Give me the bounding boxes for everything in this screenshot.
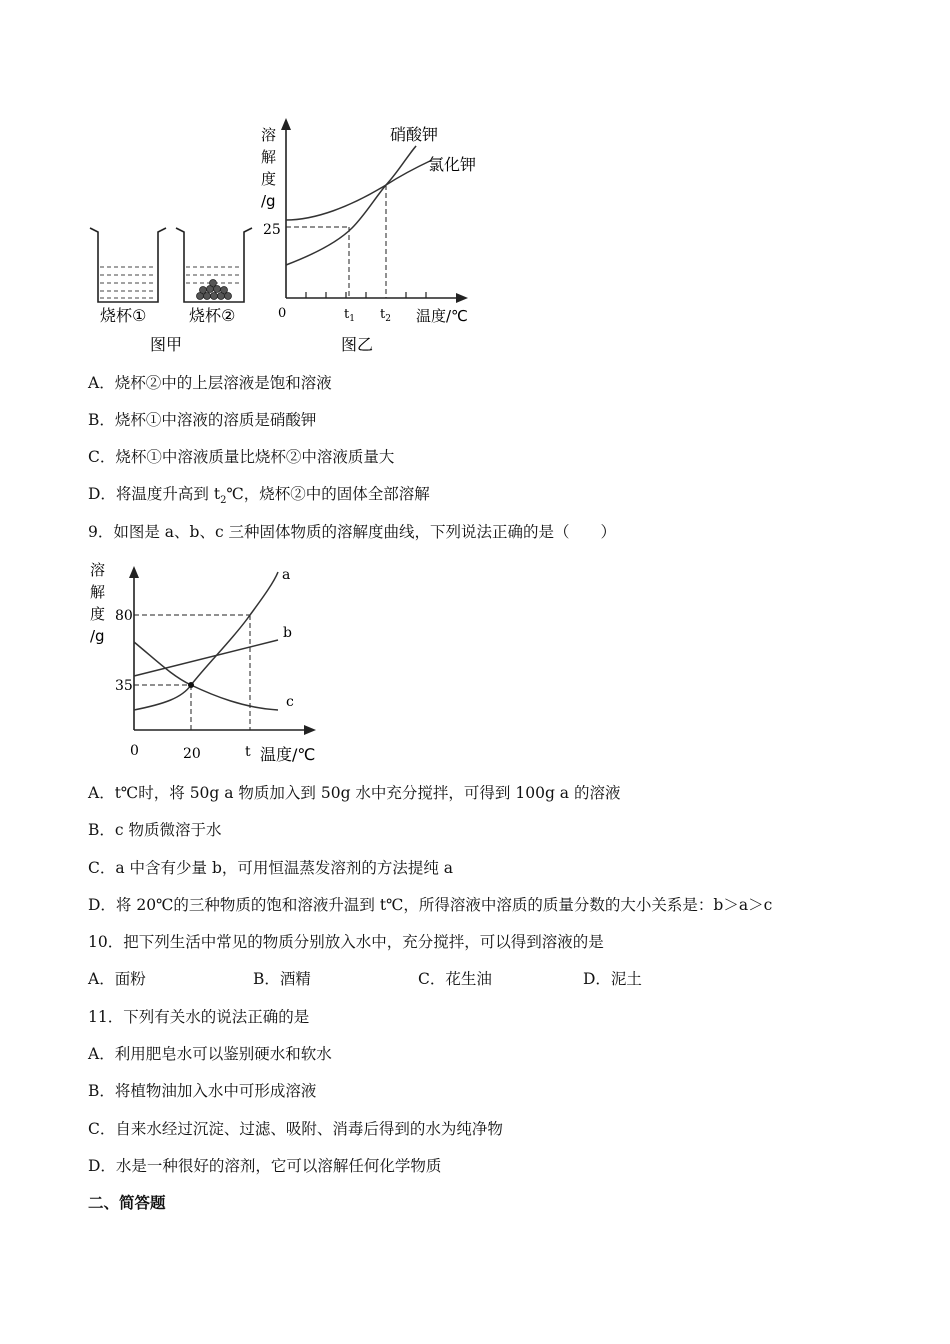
curve-kcl-label: 氯化钾: [428, 155, 477, 174]
beaker-1-liquid: [100, 267, 156, 298]
figure1-svg: [80, 112, 500, 362]
q8-option-a: A．烧杯②中的上层溶液是饱和溶液: [88, 374, 332, 392]
curve-kno3: [286, 146, 416, 265]
graph1-y-label-4: /g: [261, 192, 276, 210]
q8-option-d-suffix: ℃，烧杯②中的固体全部溶解: [226, 485, 430, 503]
curve-kno3-leader: [411, 146, 416, 152]
graph2-y-label-2: 解: [90, 583, 106, 601]
graph1-axes: [286, 124, 462, 298]
graph1-y-arrow: [281, 118, 291, 130]
graph1-origin: 0: [278, 306, 287, 321]
graph1-y-label-1: 溶: [261, 126, 277, 144]
q11-stem: 11．下列有关水的说法正确的是: [88, 1008, 310, 1026]
q8-option-d-sub: 2: [220, 495, 227, 507]
graph2-y-label-3: 度: [90, 605, 106, 623]
graph2-y-label-4: /g: [90, 627, 105, 645]
q10-stem: 10．把下列生活中常见的物质分别放入水中，充分搅拌，可以得到溶液的是: [88, 933, 604, 951]
graph1-y-label-3: 度: [261, 170, 277, 188]
intersection-point: [188, 682, 194, 688]
q10-option-c: C．花生油: [418, 970, 492, 988]
curve-c: [134, 642, 278, 710]
figure-beakers-and-graph: [80, 112, 500, 362]
fig-b-caption: 图乙: [341, 335, 374, 354]
graph2-y-tick-35: 35: [115, 678, 133, 694]
graph2-x-axis-label: 温度/℃: [260, 745, 316, 764]
fig-a-caption: 图甲: [150, 335, 183, 354]
q9-option-d: D．将 20℃的三种物质的饱和溶液升温到 t℃，所得溶液中溶质的质量分数的大小关系是：b＞a＞c: [88, 896, 773, 914]
graph2-guides: [134, 615, 250, 730]
figure2-svg: [84, 558, 334, 770]
curve-a-label: a: [282, 567, 291, 583]
q11-option-a: A．利用肥皂水可以鉴别硬水和软水: [88, 1045, 332, 1063]
curve-a: [134, 572, 278, 710]
graph2-y-label-1: 溶: [90, 561, 106, 579]
q8-option-b: B．烧杯①中溶液的溶质是硝酸钾: [88, 411, 317, 429]
graph1-y-label-2: 解: [261, 148, 277, 166]
graph2-axes: [134, 572, 310, 730]
graph1-y-tick-25: 25: [263, 222, 281, 238]
curve-kno3-label: 硝酸钾: [390, 125, 439, 144]
q9-option-a: A．t℃时，将 50g a 物质加入到 50g 水中充分搅拌，可得到 100g a 的溶液: [88, 784, 621, 802]
graph1-x-tick-t1: $t_1$: [344, 307, 355, 324]
q8-option-d: [88, 484, 430, 511]
curve-b-label: b: [283, 625, 292, 641]
curve-kcl: [286, 160, 432, 220]
graph1-x-axis-label: 温度/℃: [416, 307, 468, 325]
graph2-origin: 0: [130, 743, 139, 759]
beaker-1-label: 烧杯①: [100, 306, 147, 325]
graph2-x-tick-t: t: [245, 744, 251, 760]
figure-q9-graph: [84, 558, 334, 770]
q11-option-c: C．自来水经过沉淀、过滤、吸附、消毒后得到的水为纯净物: [88, 1120, 503, 1138]
section-2-heading: 二、简答题: [88, 1194, 166, 1212]
beaker-2-label: 烧杯②: [189, 306, 236, 325]
curve-c-label: c: [286, 694, 294, 710]
q10-option-d: D．泥土: [583, 970, 642, 988]
q10-option-a: A．面粉: [88, 970, 146, 988]
graph2-y-tick-80: 80: [115, 608, 133, 624]
q8-option-c: C．烧杯①中溶液质量比烧杯②中溶液质量大: [88, 448, 395, 466]
q9-option-c: C．a 中含有少量 b，可用恒温蒸发溶剂的方法提纯 a: [88, 859, 454, 877]
q11-option-b: B．将植物油加入水中可形成溶液: [88, 1082, 317, 1100]
q9-option-b: B．c 物质微溶于水: [88, 821, 222, 839]
q9-stem: 9．如图是 a、b、c 三种固体物质的溶解度曲线，下列说法正确的是（ ）: [88, 523, 617, 541]
q10-option-b: B．酒精: [253, 970, 311, 988]
graph1-x-arrow: [456, 293, 468, 303]
q11-option-d: D．水是一种很好的溶剂，它可以溶解任何化学物质: [88, 1157, 442, 1175]
graph1-ticks: [306, 292, 426, 298]
q8-option-d-prefix: D．将温度升高到 t: [88, 485, 221, 503]
graph1-x-tick-t2: $t_2$: [380, 307, 391, 324]
graph2-y-arrow: [129, 566, 139, 578]
graph2-x-arrow: [304, 725, 316, 735]
curve-b: [134, 640, 278, 676]
graph2-x-tick-20: 20: [183, 746, 201, 762]
